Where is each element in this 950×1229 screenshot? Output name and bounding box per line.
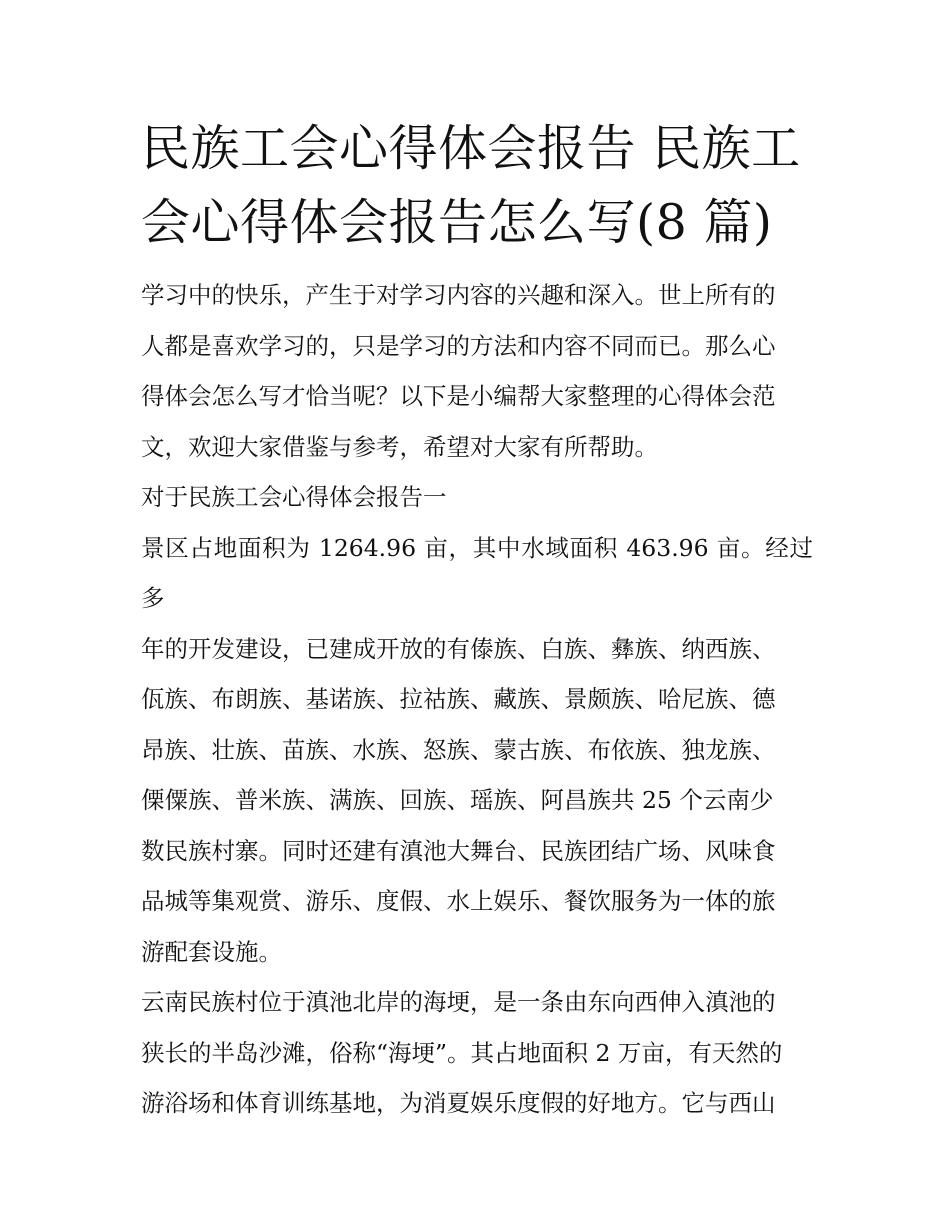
document-page (141, 112, 813, 1129)
ethnic-village-paragraph (141, 977, 813, 1129)
intro-paragraph (141, 270, 813, 472)
paragraph-line: 品城等集观赏、游乐、度假、水上娱乐、餐饮服务为一体的旅 (141, 887, 776, 915)
paragraph-line: 游配套设施。 (141, 937, 282, 966)
paragraph-line: 游浴场和体育训练基地，为消夏娱乐度假的好地方。它与西山 (141, 1089, 776, 1117)
document-title (141, 112, 813, 260)
paragraph-line: 年的开发建设，已建成开放的有傣族、白族、彝族、纳西族、 (141, 634, 776, 663)
paragraph-line: 傈僳族、普米族、满族、回族、瑶族、阿昌族共 25 个云南少 (141, 786, 774, 814)
paragraph-line: 佤族、布朗族、基诺族、拉祜族、藏族、景颇族、哈尼族、德 (141, 685, 776, 713)
title-line-1: 民族工会心得体会报告 民族工 (141, 120, 801, 177)
scenic-area-paragraph (141, 523, 813, 978)
paragraph-line: 景区占地面积为 1264.96 亩，其中水域面积 463.96 亩。经过多 (141, 533, 813, 612)
section-heading-text: 对于民族工会心得体会报告一 (141, 483, 447, 511)
paragraph-line: 文，欢迎大家借鉴与参考，希望对大家有所帮助。 (141, 432, 658, 461)
paragraph-line: 云南民族村位于滇池北岸的海埂，是一条由东向西伸入滇池的 (141, 988, 776, 1016)
paragraph-line: 数民族村寨。同时还建有滇池大舞台、民族团结广场、风味食 (141, 836, 776, 865)
title-line-2: 会心得体会报告怎么写(8 篇) (141, 194, 773, 251)
paragraph-line: 昂族、壮族、苗族、水族、怒族、蒙古族、布依族、独龙族、 (141, 735, 776, 764)
paragraph-line: 狭长的半岛沙滩，俗称“海埂”。其占地面积 2 万亩，有天然的 (141, 1038, 783, 1067)
paragraph-line: 得体会怎么写才恰当呢？以下是小编帮大家整理的心得体会范 (141, 382, 776, 410)
paragraph-line: 人都是喜欢学习的，只是学习的方法和内容不同而已。那么心 (141, 331, 776, 360)
paragraph-line: 学习中的快乐，产生于对学习内容的兴趣和深入。世上所有的 (141, 281, 776, 309)
section-heading (141, 472, 813, 523)
